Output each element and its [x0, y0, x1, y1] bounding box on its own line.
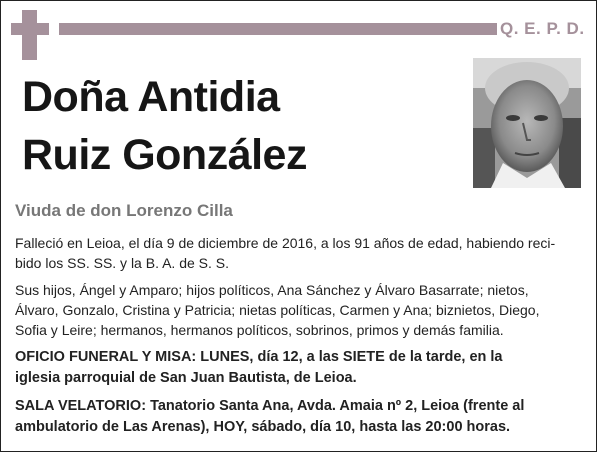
wake-line-2: ambulatorio de Las Arenas), HOY, sábado, día 10, hasta las 20:00 horas. [15, 419, 511, 435]
wake-line-1: SALA VELATORIO: Tanatorio Santa Ana, Avda. Amaia nº 2, Leioa (frente al [15, 398, 525, 414]
cross-icon [22, 10, 37, 60]
name-line-2: Ruiz González [22, 131, 307, 179]
death-notice-line-1: Falleció en Leioa, el día 9 de diciembre de 2016, a los 91 años de edad, habiendo reci- [15, 235, 556, 251]
family-line-2: Álvaro, Gonzalo, Cristina y Patricia; nietas políticas, Carmen y Ana; biznietos, Diego, [15, 302, 540, 318]
name-line-1: Doña Antidia [22, 73, 280, 121]
family-line-3: Sofia y Leire; hermanos, hermanos políticos, sobrinos, primos y demás familia. [15, 322, 504, 338]
family-line-1: Sus hijos, Ángel y Amparo; hijos políticos, Ana Sánchez y Álvaro Basarrate; nietos, [15, 282, 529, 298]
deceased-name [22, 68, 307, 184]
funeral-line-2: iglesia parroquial de San Juan Bautista, de Leioa. [15, 370, 357, 386]
widow-of: Viuda de don Lorenzo Cilla [15, 201, 233, 220]
death-notice-line-2: bido los SS. SS. y la B. A. de S. S. [15, 255, 229, 271]
portrait-photo [473, 58, 581, 188]
qepd-label: Q. E. P. D. [500, 19, 585, 38]
funeral-line-1: OFICIO FUNERAL Y MISA: LUNES, día 12, a las SIETE de la tarde, en la [15, 349, 503, 365]
portrait-image [473, 58, 581, 188]
header-rule [59, 23, 497, 35]
cross-icon-bar [11, 23, 49, 35]
